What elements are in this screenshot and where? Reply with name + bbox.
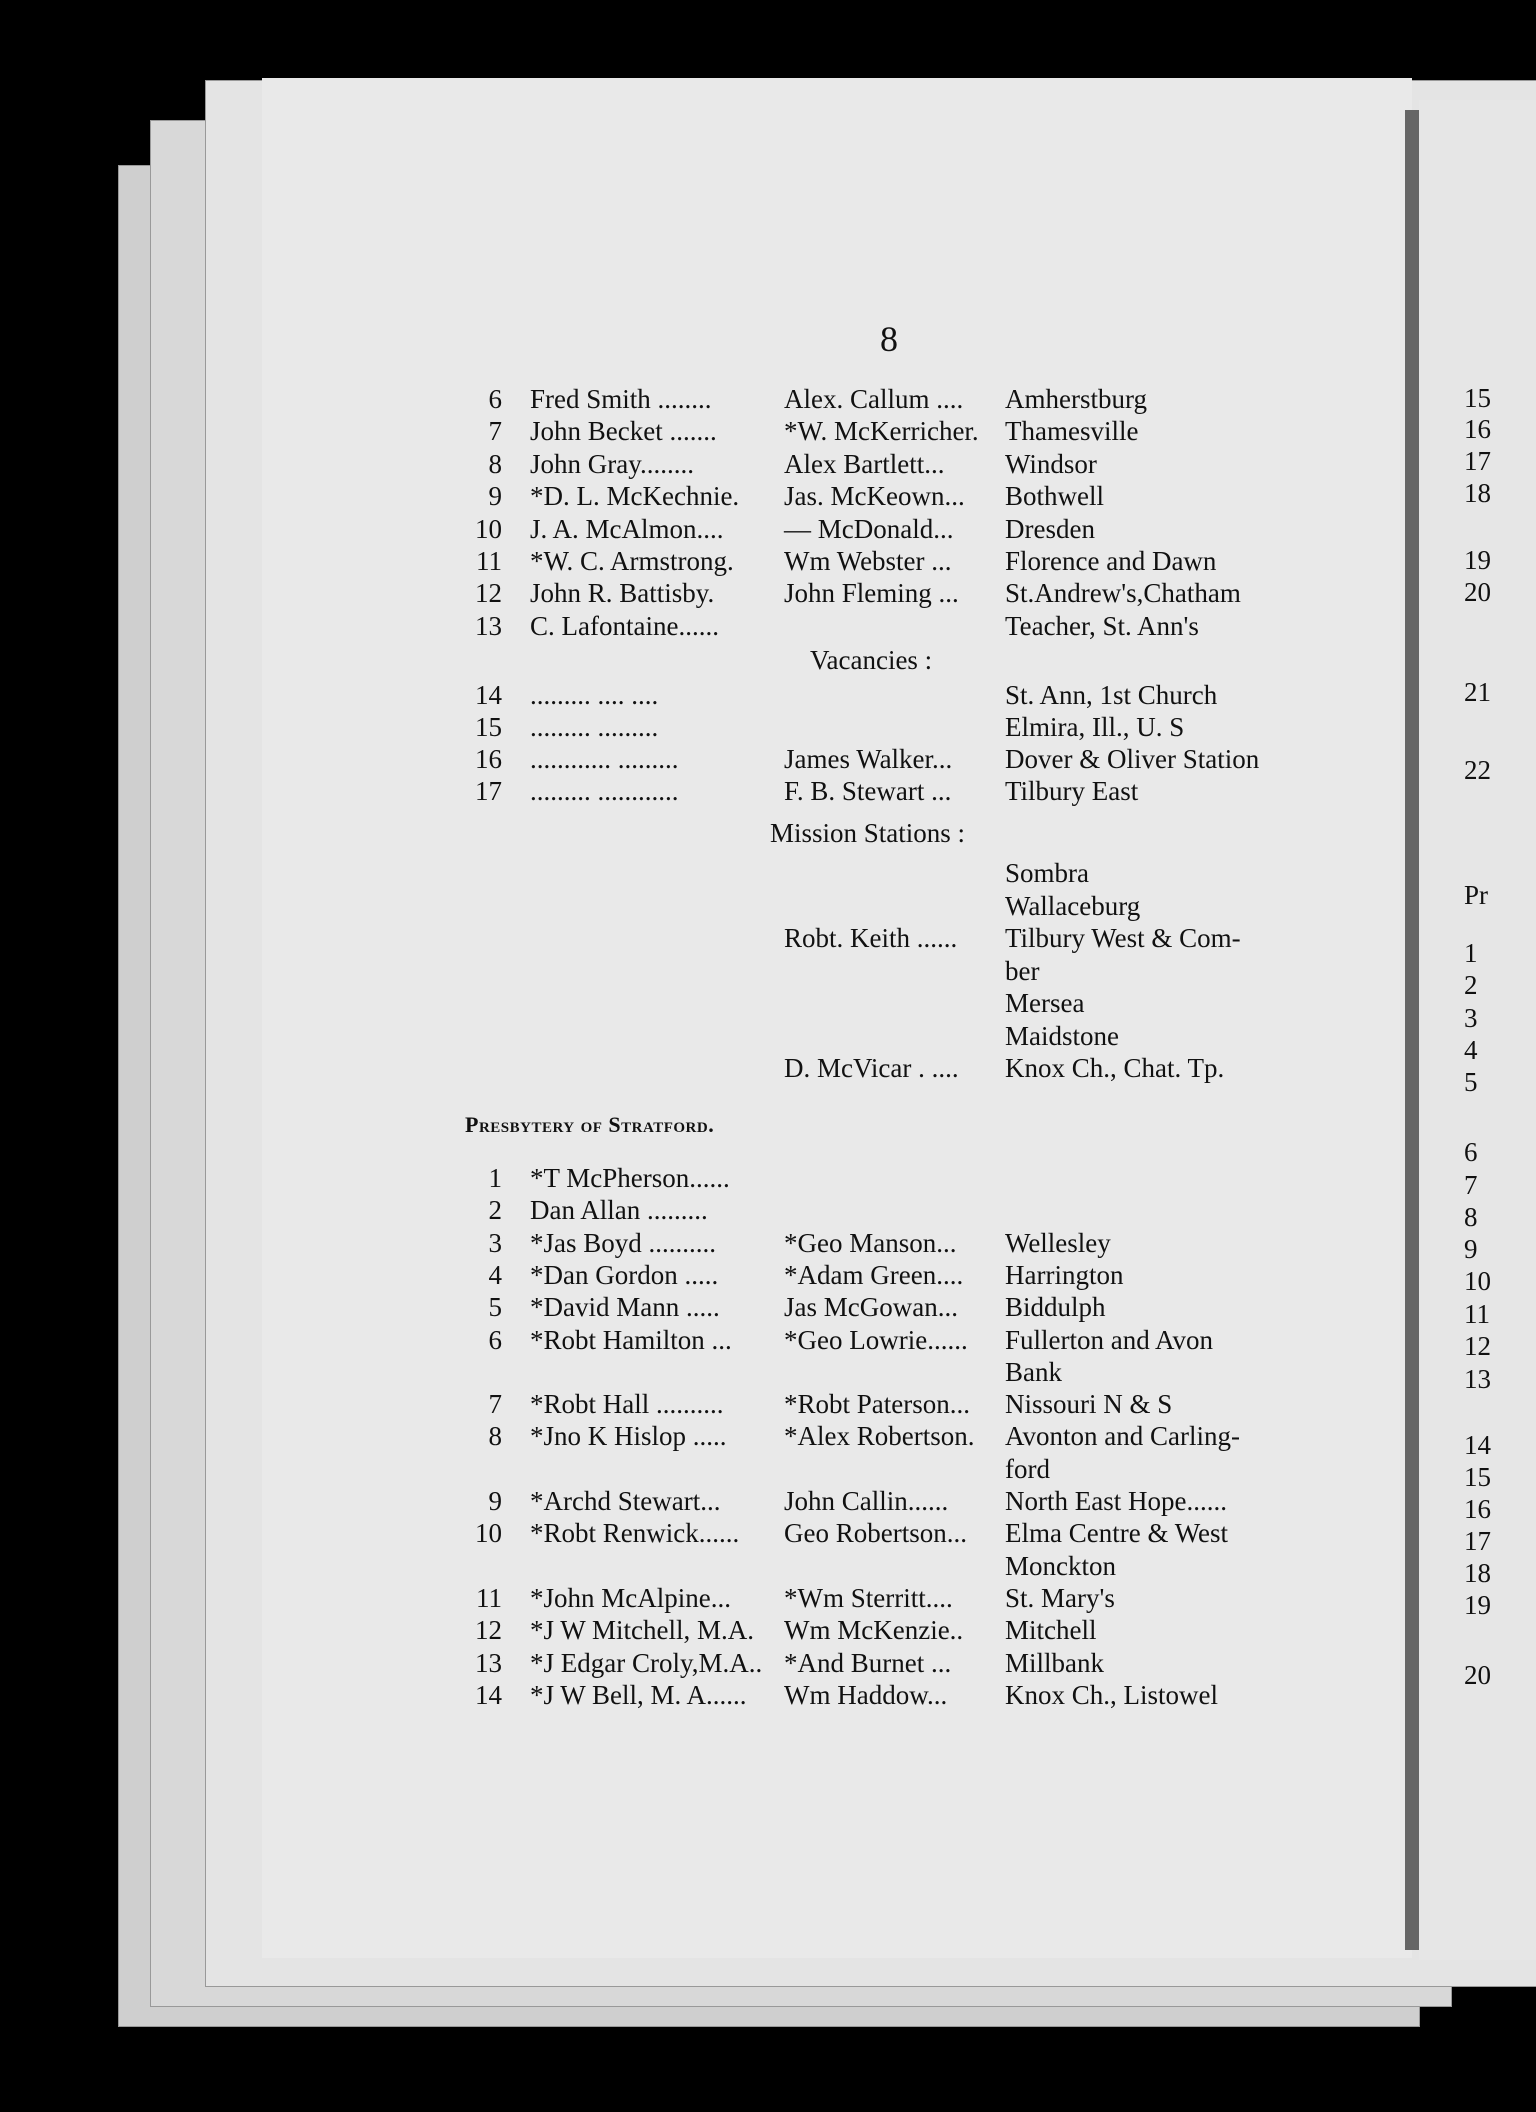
congregation-name: Millbank: [1005, 1647, 1104, 1678]
facing-row-number: 17: [1464, 1526, 1491, 1556]
facing-row-number: 8: [1464, 1202, 1478, 1232]
congregation-name: Wellesley: [1005, 1227, 1111, 1258]
row-number: 9: [488, 1486, 502, 1516]
congregation-name: Tilbury West & Com-: [1005, 923, 1241, 953]
presbytery-heading: Presbytery of Stratford.: [465, 1112, 715, 1137]
book-gutter: [1405, 110, 1419, 1950]
minister-name: *D. L. McKechnie.: [530, 481, 740, 512]
minister-name: ............ .........: [530, 744, 679, 774]
congregation-name: Avonton and Carling-: [1005, 1421, 1240, 1452]
facing-row-number: 12: [1464, 1331, 1491, 1361]
minister-name: Dan Allan .........: [530, 1195, 708, 1226]
congregation-name: ford: [1005, 1453, 1050, 1484]
elder-name: *Geo Lowrie......: [784, 1324, 968, 1355]
congregation-name: Florence and Dawn: [1005, 546, 1217, 576]
minister-name: John R. Battisby.: [530, 578, 715, 609]
minister-name: J. A. McAlmon....: [530, 513, 724, 544]
minister-name: John Becket .......: [530, 416, 717, 447]
facing-row-number: 18: [1464, 478, 1491, 508]
congregation-name: Wallaceburg: [1005, 890, 1141, 921]
congregation-name: North East Hope......: [1005, 1486, 1227, 1516]
congregation-name: Windsor: [1005, 448, 1097, 479]
row-number: 14: [475, 680, 502, 710]
row-number: 12: [475, 1615, 502, 1646]
minister-name: *W. C. Armstrong.: [530, 546, 734, 576]
congregation-name: Bothwell: [1005, 481, 1104, 512]
minister-name: *Jno K Hislop .....: [530, 1421, 727, 1452]
congregation-name: ber: [1005, 955, 1040, 986]
congregation-name: Tilbury East: [1005, 776, 1139, 806]
minister-name: *T McPherson......: [530, 1163, 730, 1193]
congregation-name: Knox Ch., Chat. Tp.: [1005, 1053, 1225, 1083]
row-number: 13: [475, 1647, 502, 1678]
row-number: 7: [488, 416, 502, 447]
elder-name: Alex Bartlett...: [784, 448, 945, 479]
elder-name: *Adam Green....: [784, 1259, 964, 1290]
congregation-name: Thamesville: [1005, 416, 1139, 447]
elder-name: Jas McGowan...: [784, 1292, 958, 1323]
row-number: 3: [488, 1227, 502, 1258]
page-number: 8: [880, 319, 898, 359]
row-number: 2: [488, 1195, 502, 1226]
row-number: 8: [488, 448, 502, 479]
elder-name: James Walker...: [784, 744, 953, 774]
facing-row-number: 11: [1464, 1299, 1490, 1329]
elder-name: *Robt Paterson...: [784, 1389, 970, 1420]
minister-name: *J W Bell, M. A......: [530, 1679, 747, 1710]
facing-row-number: 3: [1464, 1003, 1478, 1033]
row-number: 11: [476, 546, 502, 576]
elder-name: Jas. McKeown...: [784, 481, 965, 512]
elder-name: Wm Haddow...: [784, 1679, 948, 1710]
row-number: 11: [476, 1582, 502, 1613]
facing-row-number: 13: [1464, 1364, 1491, 1394]
minister-name: Fred Smith ........: [530, 384, 712, 414]
minister-name: *Jas Boyd ..........: [530, 1227, 717, 1258]
row-number: 10: [475, 1518, 502, 1549]
congregation-name: Biddulph: [1005, 1292, 1106, 1323]
elder-name: Wm McKenzie..: [784, 1615, 964, 1646]
congregation-name: Dresden: [1005, 513, 1095, 544]
facing-row-number: 1: [1464, 938, 1478, 968]
elder-name: John Fleming ...: [784, 578, 959, 609]
facing-row-number: Pr: [1464, 880, 1489, 910]
facing-row-number: 5: [1464, 1067, 1478, 1097]
minister-name: *John McAlpine...: [530, 1582, 731, 1613]
elder-name: John Callin......: [784, 1486, 949, 1516]
congregation-name: Mersea: [1005, 988, 1085, 1018]
elder-name: *Geo Manson...: [784, 1227, 957, 1258]
mission-stations-label: Mission Stations :: [770, 818, 966, 848]
row-number: 9: [488, 481, 502, 512]
minister-name: ......... .... ....: [530, 680, 659, 710]
row-number: 17: [475, 776, 502, 806]
elder-name: F. B. Stewart ...: [784, 776, 952, 806]
facing-row-number: 7: [1464, 1170, 1478, 1200]
facing-row-number: 14: [1464, 1430, 1491, 1460]
elder-name: Alex. Callum ....: [784, 384, 964, 414]
row-number: 6: [488, 384, 502, 414]
congregation-name: Elmira, Ill., U. S: [1005, 712, 1185, 742]
row-number: 13: [475, 610, 502, 641]
congregation-name: Fullerton and Avon: [1005, 1324, 1213, 1355]
row-number: 12: [475, 578, 502, 609]
congregation-name: Harrington: [1005, 1259, 1124, 1290]
row-number: 5: [488, 1292, 502, 1323]
facing-row-number: 19: [1464, 1590, 1491, 1620]
congregation-name: Knox Ch., Listowel: [1005, 1679, 1218, 1710]
elder-name: Geo Robertson...: [784, 1518, 967, 1549]
facing-row-number: 17: [1464, 446, 1491, 476]
minister-name: John Gray........: [530, 448, 694, 479]
row-number: 15: [475, 712, 502, 742]
elder-name: *Alex Robertson.: [784, 1421, 975, 1452]
congregation-name: Teacher, St. Ann's: [1005, 610, 1199, 641]
facing-row-number: 20: [1464, 1660, 1491, 1690]
row-number: 8: [488, 1421, 502, 1452]
minister-name: *Dan Gordon .....: [530, 1259, 719, 1290]
row-number: 7: [488, 1389, 502, 1420]
congregation-name: Maidstone: [1005, 1020, 1119, 1051]
congregation-name: Amherstburg: [1005, 384, 1147, 414]
row-number: 10: [475, 513, 502, 544]
facing-row-number: 22: [1464, 755, 1491, 785]
minister-name: C. Lafontaine......: [530, 610, 719, 641]
facing-row-number: 16: [1464, 414, 1491, 444]
facing-row-number: 15: [1464, 383, 1491, 413]
facing-row-number: 9: [1464, 1234, 1478, 1264]
facing-row-number: 4: [1464, 1035, 1478, 1065]
facing-row-number: 15: [1464, 1462, 1491, 1492]
minister-name: *Robt Renwick......: [530, 1518, 740, 1549]
elder-name: *Wm Sterritt....: [784, 1582, 953, 1613]
congregation-name: Dover & Oliver Station: [1005, 744, 1260, 774]
facing-row-number: 6: [1464, 1137, 1478, 1167]
minister-name: *Robt Hall ..........: [530, 1389, 724, 1420]
congregation-name: St. Mary's: [1005, 1582, 1115, 1613]
congregation-name: St. Ann, 1st Church: [1005, 680, 1218, 710]
congregation-name: Bank: [1005, 1356, 1062, 1387]
congregation-name: Mitchell: [1005, 1615, 1097, 1646]
congregation-name: Nissouri N & S: [1005, 1389, 1173, 1420]
vacancies-label: Vacancies :: [810, 645, 933, 675]
minister-name: *Archd Stewart...: [530, 1486, 721, 1516]
facing-row-number: 19: [1464, 545, 1491, 575]
facing-row-number: 20: [1464, 577, 1491, 607]
facing-row-number: 10: [1464, 1266, 1491, 1296]
minister-name: *David Mann .....: [530, 1292, 720, 1323]
minister-name: *Robt Hamilton ...: [530, 1324, 732, 1355]
congregation-name: Elma Centre & West: [1005, 1518, 1229, 1549]
elder-name: *And Burnet ...: [784, 1647, 952, 1678]
row-number: 16: [475, 744, 502, 774]
facing-row-number: 18: [1464, 1558, 1491, 1588]
facing-row-number: 2: [1464, 970, 1478, 1000]
row-number: 1: [488, 1163, 502, 1193]
elder-name: *W. McKerricher.: [784, 416, 979, 447]
elder-name: D. McVicar . ....: [784, 1053, 959, 1083]
congregation-name: Sombra: [1005, 858, 1089, 888]
minister-name: ......... ............: [530, 776, 679, 806]
elder-name: Robt. Keith ......: [784, 923, 958, 953]
congregation-name: Monckton: [1005, 1550, 1116, 1581]
minister-name: *J Edgar Croly,M.A..: [530, 1647, 763, 1678]
row-number: 6: [488, 1324, 502, 1355]
elder-name: Wm Webster ...: [784, 546, 952, 576]
facing-row-number: 16: [1464, 1494, 1491, 1524]
minister-name: *J W Mitchell, M.A.: [530, 1615, 755, 1646]
minister-name: ......... .........: [530, 712, 659, 742]
facing-row-number: 21: [1464, 677, 1491, 707]
elder-name: — McDonald...: [784, 513, 954, 544]
row-number: 14: [475, 1679, 502, 1710]
congregation-name: St.Andrew's,Chatham: [1005, 578, 1241, 609]
row-number: 4: [488, 1259, 502, 1290]
